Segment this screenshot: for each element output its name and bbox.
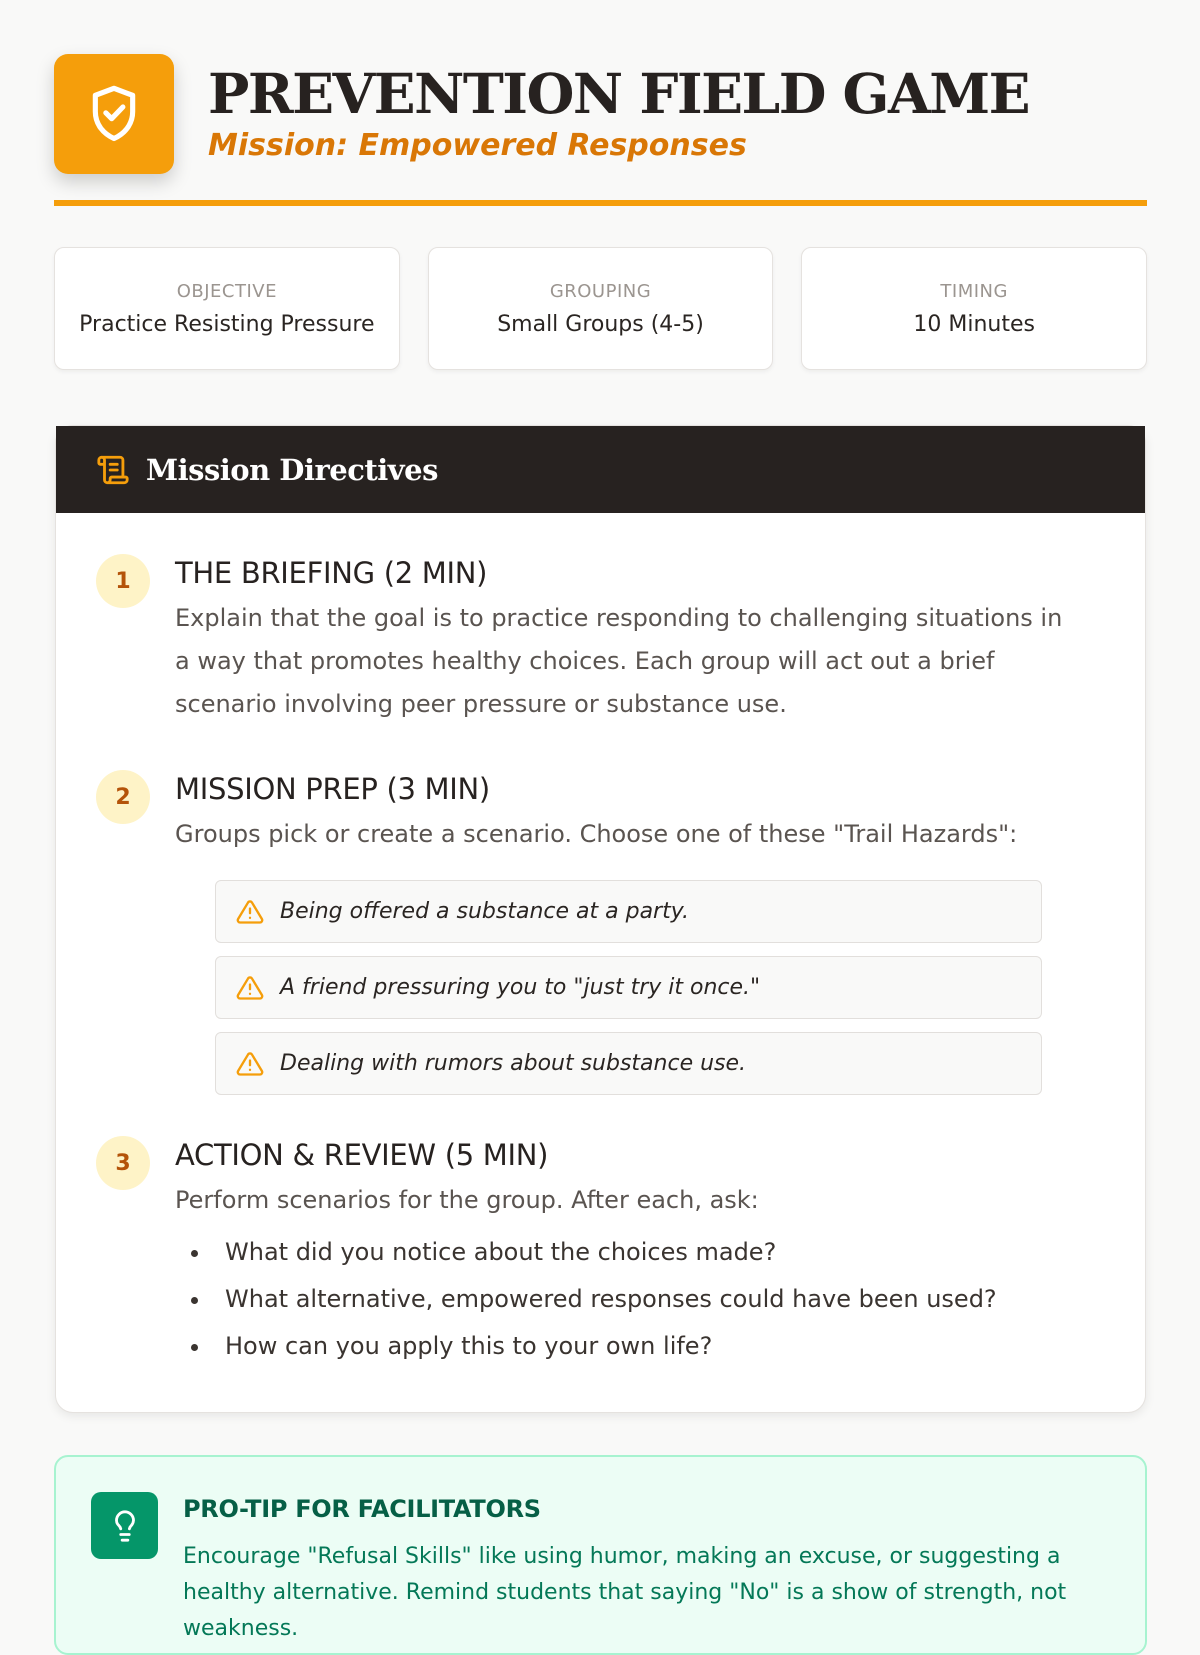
page-header: [54, 54, 1147, 208]
card-value: 10 Minutes: [913, 311, 1035, 337]
step-number: 3: [96, 1136, 150, 1190]
lightbulb-icon: [91, 1492, 158, 1559]
hazard-item: [215, 956, 1042, 1019]
pro-tip-box: [54, 1455, 1147, 1655]
directives-header: [56, 426, 1145, 513]
header-divider: [54, 200, 1147, 206]
list-item: What did you notice about the choices made?: [175, 1232, 997, 1279]
scroll-icon: [96, 452, 132, 488]
page-subtitle: Mission: Empowered Responses: [208, 128, 747, 163]
hazard-text: Dealing with rumors about substance use.: [280, 1051, 747, 1076]
timing-card: [801, 247, 1147, 370]
step-title: MISSION PREP (3 MIN): [175, 772, 490, 806]
warning-icon: [236, 897, 266, 927]
step-description: Perform scenarios for the group. After each, ask:: [175, 1186, 759, 1214]
shield-check-icon: [54, 54, 174, 174]
step-number: 1: [96, 554, 150, 608]
step-description: Groups pick or create a scenario. Choose one of these "Trail Hazards":: [175, 820, 1018, 848]
pro-tip-title: PRO-TIP FOR FACILITATORS: [183, 1495, 541, 1523]
list-item: How can you apply this to your own life?: [175, 1326, 997, 1373]
list-item: What alternative, empowered responses could have been used?: [175, 1279, 997, 1326]
hazard-item: [215, 880, 1042, 943]
step-number: 2: [96, 770, 150, 824]
grouping-card: [428, 247, 774, 370]
warning-icon: [236, 1049, 266, 1079]
directives-title: Mission Directives: [146, 452, 438, 487]
pro-tip-text: Encourage "Refusal Skills" like using humor, making an excuse, or suggesting a healthy alternative. Remind students that saying "No" is a show of strength, not weakness.: [183, 1544, 1067, 1641]
hazard-text: Being offered a substance at a party.: [280, 899, 690, 924]
hazard-text: A friend pressuring you to "just try it once.": [280, 975, 761, 1000]
warning-icon: [236, 973, 266, 1003]
card-label: OBJECTIVE: [176, 280, 277, 302]
card-value: Practice Resisting Pressure: [79, 311, 375, 337]
step-title: ACTION & REVIEW (5 MIN): [175, 1138, 549, 1172]
hazard-item: [215, 1032, 1042, 1095]
directives-panel: [55, 425, 1146, 1413]
card-label: TIMING: [940, 280, 1008, 302]
card-value: Small Groups (4-5): [497, 311, 704, 337]
info-cards: [54, 247, 1147, 370]
question-list: [175, 1232, 997, 1373]
page-title: PREVENTION FIELD GAME: [208, 61, 1029, 126]
step-title: THE BRIEFING (2 MIN): [175, 556, 488, 590]
objective-card: [54, 247, 400, 370]
card-label: GROUPING: [549, 280, 652, 302]
step-description: Explain that the goal is to practice responding to challenging situations in a way that promotes healthy choices. Each group will act out a brief scenario involving peer pressure or substance use.: [175, 604, 1063, 718]
